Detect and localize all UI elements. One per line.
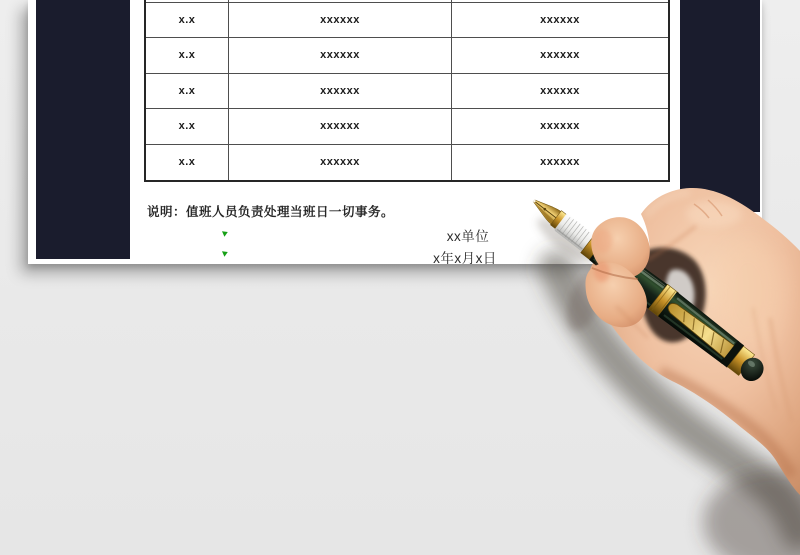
signature-date: x年x月x日 (433, 251, 497, 264)
table-cell: xxxxxx (540, 120, 580, 133)
table-cell: x.x (146, 74, 229, 109)
table-cell: xxxxxx (229, 145, 452, 181)
table-cell: xxxxxx (540, 156, 580, 169)
table-cell: x.x (146, 3, 229, 38)
table-cell: xxxxxx (540, 84, 580, 97)
table-cell: x.x (146, 145, 229, 181)
table-cell: xxxxxx (229, 38, 452, 73)
signature-unit: xx单位 (446, 229, 490, 244)
table-cell: xxxxxx (229, 74, 452, 109)
table-cell: xxxxxx (540, 13, 580, 26)
table-cell: xxxxxx (229, 3, 452, 38)
table-cell: xxxxxx (540, 49, 580, 62)
table-cell: xxxxxx (229, 109, 452, 144)
table-cell: x.x (146, 38, 229, 73)
table-cell: x.x (146, 109, 229, 144)
note-line: 说明：值班人员负责处理当班日一切事务。 (147, 205, 395, 219)
